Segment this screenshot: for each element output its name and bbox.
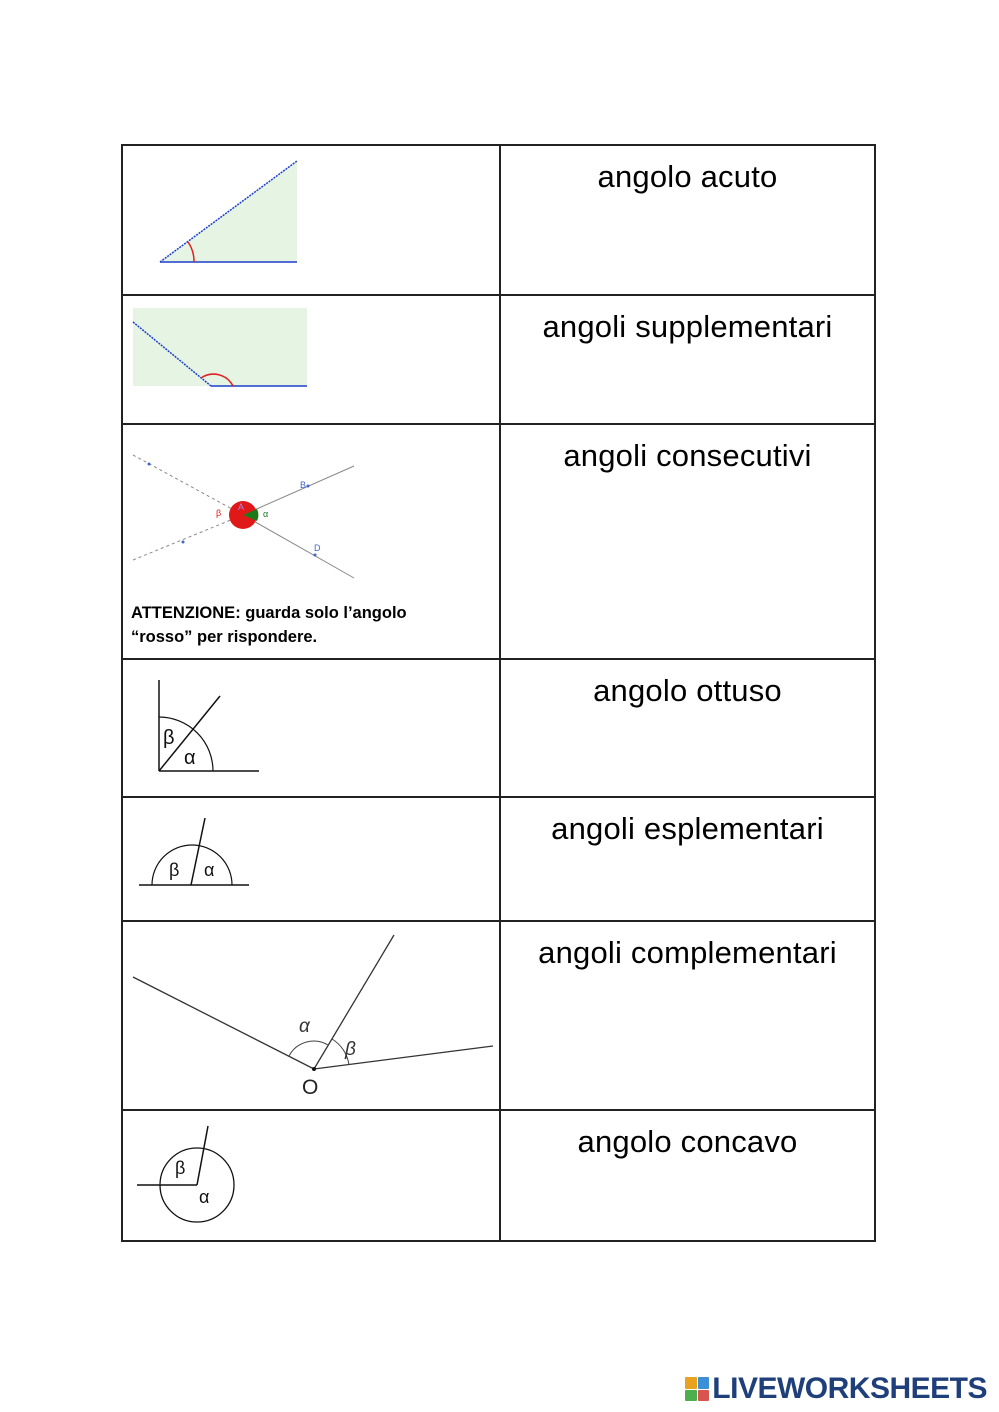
answer-cell[interactable] (500, 145, 875, 295)
vertex-point (312, 1067, 316, 1071)
answer-label: angoli consecutivi (563, 438, 812, 473)
table-row (122, 424, 875, 659)
answer-label: angoli esplementari (551, 811, 824, 846)
answer-cell[interactable] (500, 295, 875, 424)
line-segment (133, 515, 243, 560)
consecutive-angles-figure (123, 922, 499, 1109)
point-marker (307, 485, 310, 488)
angle-fill (133, 308, 307, 386)
point-marker (314, 554, 317, 557)
figure-cell (122, 921, 500, 1110)
answer-cell[interactable] (500, 1110, 875, 1241)
point-a-label: A (238, 502, 245, 512)
angle-ray (133, 977, 314, 1069)
right-angle-split-figure (123, 660, 499, 796)
answer-cell[interactable] (500, 424, 875, 659)
brand-name: LIVEWORKSHEETS (712, 1372, 987, 1405)
figure-cell (122, 1110, 500, 1241)
beta-label: β (163, 727, 175, 749)
angle-ray (197, 1126, 208, 1185)
angle-arc (289, 1041, 328, 1056)
beta-label: β (169, 860, 180, 880)
attention-note (131, 601, 407, 649)
alpha-label: α (263, 509, 269, 519)
answer-cell[interactable] (500, 659, 875, 797)
vertex-o-label: O (302, 1076, 319, 1099)
answer-cell[interactable] (500, 797, 875, 921)
answer-label: angolo concavo (577, 1124, 798, 1159)
full-angle-split-figure (123, 1111, 499, 1240)
straight-angle-split-figure (123, 798, 499, 920)
answer-label: angolo ottuso (593, 673, 782, 708)
point-marker (148, 463, 151, 466)
answer-label: angolo acuto (597, 159, 778, 194)
point-d-label: D (314, 543, 321, 553)
alpha-label: α (299, 1016, 310, 1037)
table-row (122, 921, 875, 1110)
point-b-label: B (300, 480, 307, 490)
figure-cell (122, 797, 500, 921)
figure-cell (122, 145, 500, 295)
answer-label: angoli complementari (538, 935, 837, 970)
crossing-lines-figure (123, 425, 499, 595)
alpha-label: α (184, 747, 196, 769)
logo-icon (685, 1377, 709, 1401)
note-line: “rosso” per rispondere. (131, 628, 318, 646)
beta-label: β (345, 1039, 356, 1060)
line-segment (243, 515, 354, 578)
acute-angle-figure (123, 146, 499, 294)
obtuse-angle-figure (123, 296, 499, 423)
angle-ray (314, 1046, 493, 1069)
line-segment (243, 466, 354, 515)
liveworksheets-logo (685, 1374, 987, 1404)
point-marker (182, 541, 185, 544)
figure-cell (122, 295, 500, 424)
answer-label: angoli supplementari (542, 309, 833, 344)
beta-label: β (216, 508, 222, 518)
note-line: ATTENZIONE: guarda solo l’angolo (131, 604, 407, 622)
table-row (122, 295, 875, 424)
beta-label: β (175, 1158, 186, 1178)
matching-table (121, 144, 876, 1242)
table-row (122, 1110, 875, 1241)
figure-cell (122, 659, 500, 797)
table-row (122, 145, 875, 295)
answer-cell[interactable] (500, 921, 875, 1110)
table-row (122, 797, 875, 921)
angle-ray (191, 818, 205, 885)
alpha-label: α (199, 1187, 210, 1207)
table-row (122, 659, 875, 797)
alpha-label: α (204, 860, 215, 880)
figure-cell (122, 424, 500, 659)
